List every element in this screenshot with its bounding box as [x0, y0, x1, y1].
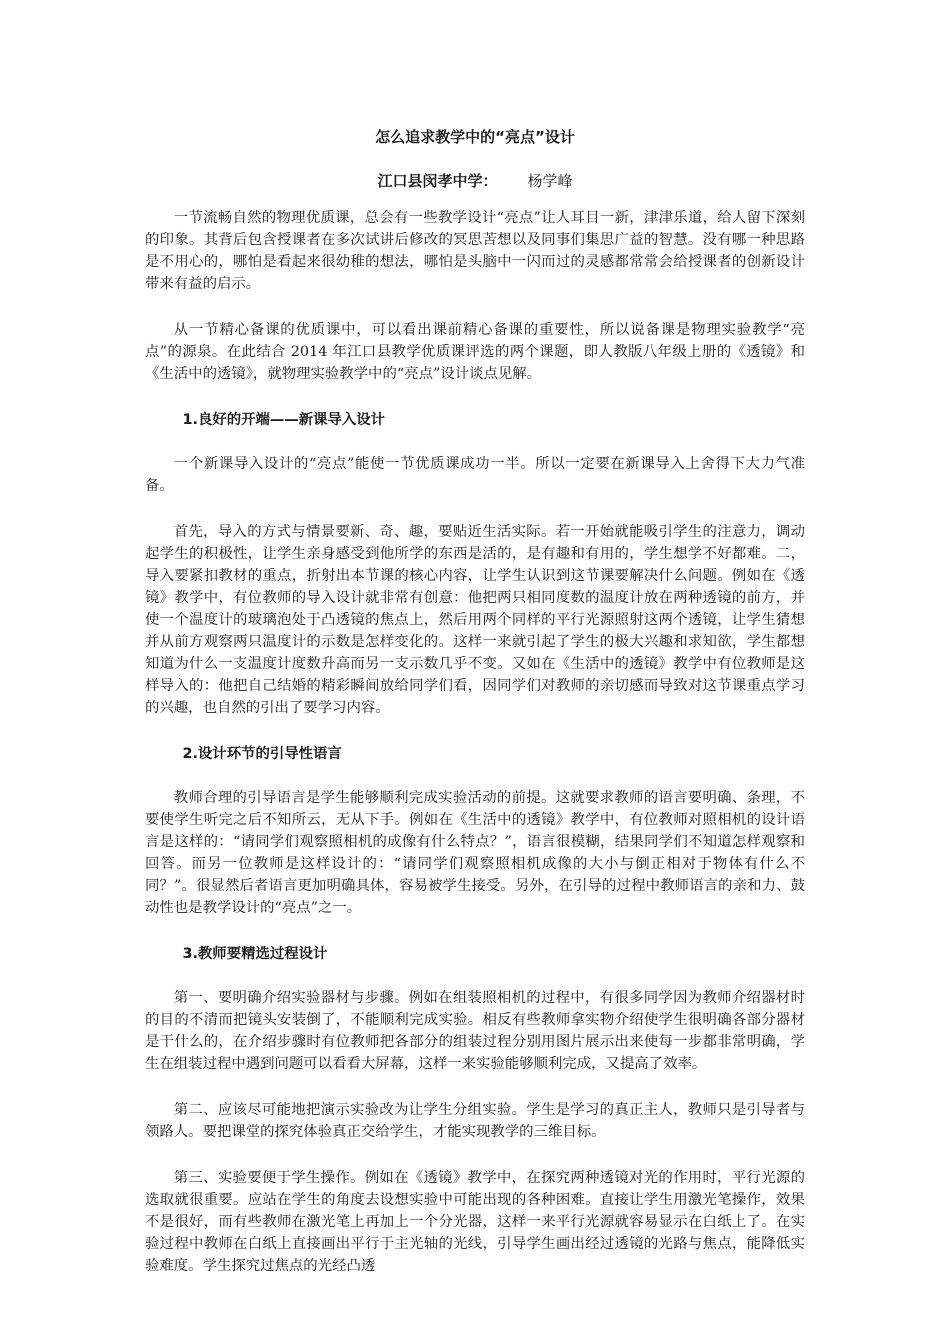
article-body	[145, 207, 805, 1301]
section-heading-2: 2.设计环节的引导性语言	[182, 746, 342, 762]
section-heading-3: 3.教师要精选过程设计	[182, 946, 328, 962]
paragraph-preparation: 从一节精心备课的优质课中，可以看出课前精心备课的重要性，所以说备课是物理实验教学“亮点”的源泉。在此结合 2014 年江口县教学优质课评选的两个课题，即人教版八年级上册的《透镜》和《生活中的透镜》，就物理实验教学中的“亮点”设计谈点见解。	[145, 322, 805, 382]
paragraph-section2: 教师合理的引导语言是学生能够顺利完成实验活动的前提。这就要求教师的语言要明确、条理，不要使学生听完之后不知所云，无从下手。例如在《生活中的透镜》教学中，有位教师对照相机的设计语言是这样的：“请同学们观察照相机的成像有什么特点？”，语言很模糊，结果同学们不知道怎样观察和回答。而另一位教师是这样设计的：“请同学们观察照相机成像的大小与倒正相对于物体有什么不同？”。很显然后者语言更加明确具体，容易被学生接受。另外，在引导的过程中教师语言的亲和力、鼓动性也是教学设计的“亮点”之一。	[145, 790, 805, 916]
paragraph-intro: 一节流畅自然的物理优质课，总会有一些教学设计“亮点”让人耳目一新，津津乐道，给人留下深刻的印象。其背后包含授课者在多次试讲后修改的冥思苦想以及同事们集思广益的智慧。没有哪一种思路是不用心的，哪怕是看起来很幼稚的想法，哪怕是头脑中一闪而过的灵感都常常会给授课者的创新设计带来有益的启示。	[145, 210, 805, 292]
paragraph-section3-first: 第一、要明确介绍实验器材与步骤。例如在组装照相机的过程中，有很多同学因为教师介绍器材时的目的不清而把镜头安装倒了，不能顺利完成实验。相反有些教师拿实物介绍使学生很明确各部分器材是干什么的，在介绍步骤时有位教师把各部分的组装过程分别用图片展示出来使每一步都非常明确，学生在组装过程中遇到问题可以看看大屏幕，这样一来实验能够顺利完成，又提高了效率。	[145, 990, 805, 1072]
page-title: 怎么追求教学中的“亮点”设计	[375, 128, 575, 146]
byline	[0, 170, 950, 192]
school-name: 江口县闵孝中学：	[377, 172, 498, 190]
author-name: 杨学峰	[527, 172, 573, 190]
paragraph-section1-lead: 一个新课导入设计的“亮点”能使一节优质课成功一半。所以一定要在新课导入上舍得下大力气准备。	[145, 456, 805, 494]
paragraph-section3-third: 第三、实验要便于学生操作。例如在《透镜》教学中，在探究两种透镜对光的作用时，平行光源的选取就很重要。应站在学生的角度去设想实验中可能出现的各种困难。直接让学生用激光笔操作，效果不是很好，而有些教师在激光笔上再加上一个分光器，这样一来平行光源就容易显示在白纸上了。在实验过程中教师在白纸上直接画出平行于主光轴的光线，引导学生画出经过透镜的光路与焦点，能降低实验难度。学生探究过焦点的光经凸透	[145, 1170, 805, 1274]
paragraph-section1-detail: 首先，导入的方式与情景要新、奇、趣，要贴近生活实际。若一开始就能吸引学生的注意力，调动起学生的积极性，让学生亲身感受到他所学的东西是活的，是有趣和有用的，学生想学不好都难。二，导入要紧扣教材的重点，折射出本节课的核心内容，让学生认识到这节课要解决什么问题。例如在《透镜》教学中，有位教师的导入设计就非常有创意：他把两只相同度数的温度计放在两种透镜的前方，并使一个温度计的玻璃泡处于凸透镜的焦点上，然后用两个同样的平行光源照射这两个透镜，让学生猜想并从前方观察两只温度计的示数是怎样变化的。这样一来就引起了学生的极大兴趣和求知欲，学生都想知道为什么一支温度计度数升高而另一支示数几乎不变。又如在《生活中的透镜》教学中有位教师是这样导入的：他把自己结婚的精彩瞬间放给同学们看，因同学们对教师的亲切感而导致对这节课重点学习的兴趣，也自然的引出了要学习内容。	[145, 524, 805, 716]
paragraph-section3-second: 第二、应该尽可能地把演示实验改为让学生分组实验。学生是学习的真正主人，教师只是引导者与领路人。要把课堂的探究体验真正交给学生，才能实现教学的三维目标。	[145, 1102, 805, 1140]
section-heading-1: 1.良好的开端——新课导入设计	[182, 412, 385, 428]
